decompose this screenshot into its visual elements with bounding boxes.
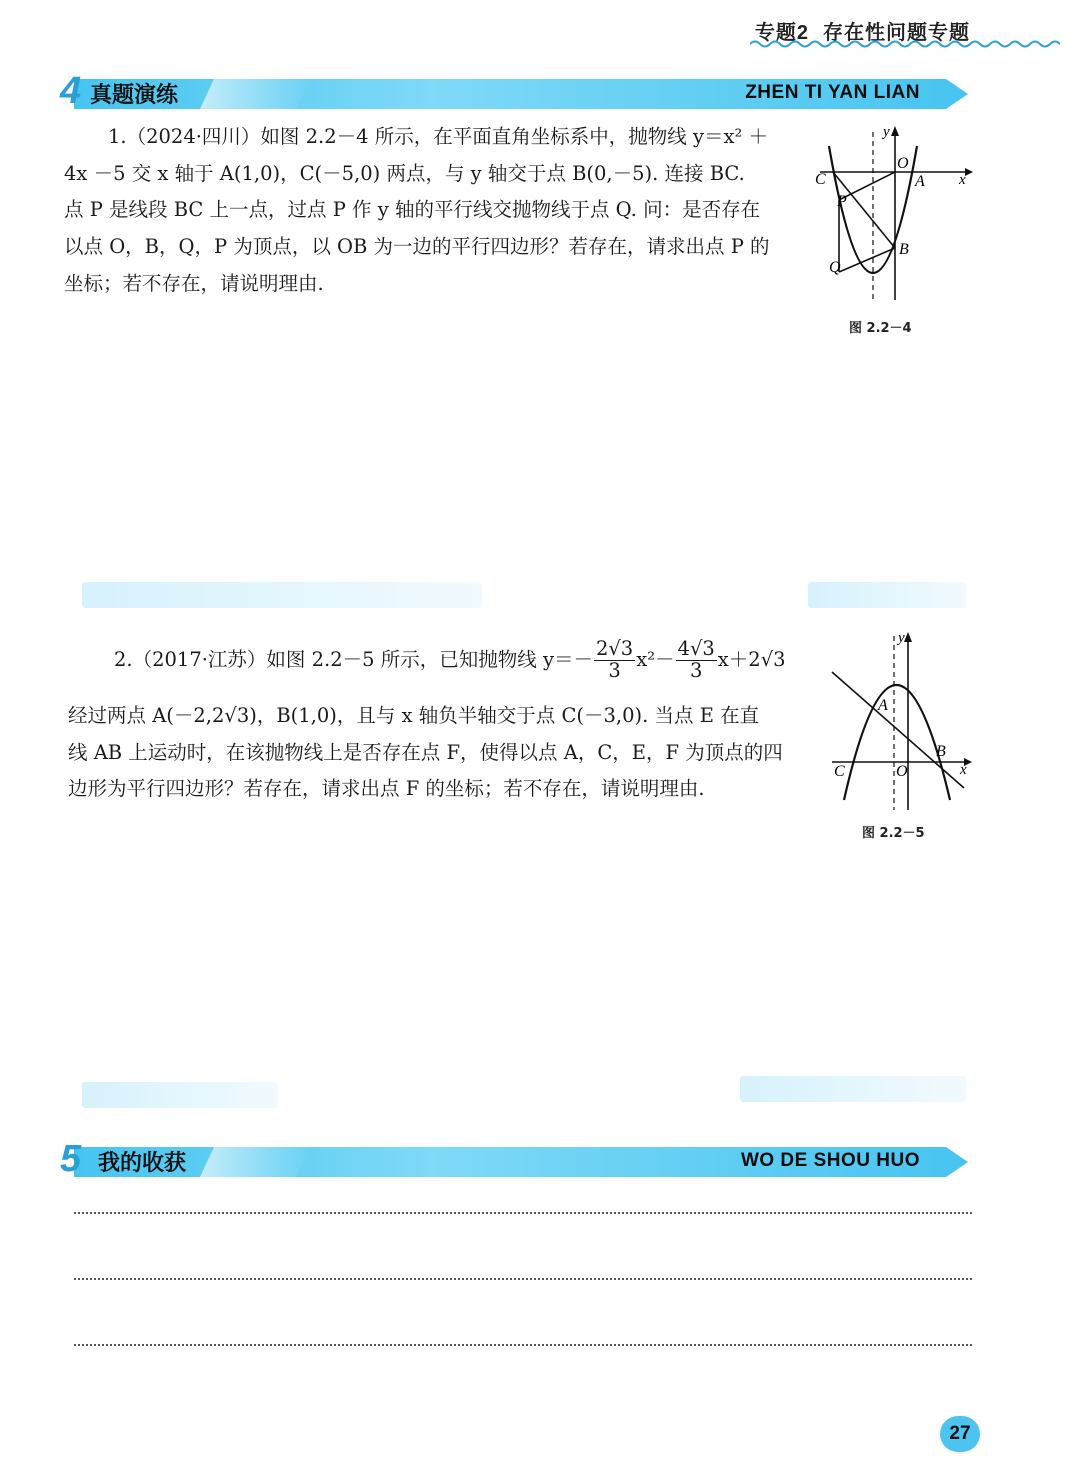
answer-area-strip bbox=[82, 1082, 278, 1108]
label-b: B bbox=[936, 743, 946, 760]
writing-line[interactable] bbox=[74, 1278, 972, 1280]
label-x: x bbox=[959, 172, 966, 188]
section-4-pinyin: ZHEN TI YAN LIAN bbox=[745, 82, 920, 103]
fraction-1 bbox=[594, 639, 635, 681]
topic-title: 存在性问题专题 bbox=[823, 22, 970, 44]
problem-1-line: 坐标；若不存在，请说明理由. bbox=[64, 272, 324, 295]
answer-area-strip bbox=[740, 1076, 966, 1102]
label-c: C bbox=[815, 171, 826, 188]
label-o: O bbox=[897, 155, 909, 172]
problem-1-line: 点 P 是线段 BC 上一点，过点 P 作 y 轴的平行线交抛物线于点 Q. 问：是否存在 bbox=[64, 198, 761, 221]
figure-2-2-4-caption: 图 2.2－4 bbox=[849, 321, 912, 336]
problem-1-line: 1.（2024·四川）如图 2.2－4 所示，在平面直角坐标系中，抛物线 y＝x² ＋ bbox=[108, 125, 768, 148]
page-number: 27 bbox=[940, 1416, 980, 1452]
banner-highlight bbox=[200, 1147, 310, 1177]
writing-line[interactable] bbox=[74, 1344, 972, 1346]
y-axis-arrow bbox=[904, 632, 912, 642]
label-p: P bbox=[837, 193, 847, 210]
problem-2-prefix: 2.（2017·江苏）如图 2.2－5 所示，已知抛物线 y＝－ bbox=[114, 648, 593, 671]
problem-1-line: 以点 O，B，Q，P 为顶点，以 OB 为一边的平行四边形？若存在，请求出点 P 的 bbox=[64, 235, 770, 258]
section-4-title: 真题演练 bbox=[90, 83, 179, 108]
fraction-1-denominator: 3 bbox=[608, 658, 621, 682]
section-5-pinyin: WO DE SHOU HUO bbox=[740, 1150, 920, 1171]
section-4-number: 4 bbox=[60, 70, 82, 112]
parabola bbox=[844, 685, 950, 800]
fraction-2 bbox=[676, 639, 717, 681]
label-a: A bbox=[878, 697, 888, 714]
label-o: O bbox=[896, 763, 908, 780]
problem-2-line: 线 AB 上运动时，在该抛物线上是否存在点 F，使得以点 A，C，E，F 为顶点的四 bbox=[68, 741, 783, 764]
fraction-1-numerator: 2√3 bbox=[595, 637, 634, 661]
problem-2-line: 边形为平行四边形？若存在，请求出点 F 的坐标；若不存在，请说明理由. bbox=[68, 777, 705, 800]
problem-2-middle: x²－ bbox=[636, 648, 675, 671]
label-x: x bbox=[960, 762, 967, 778]
problem-1-line: 4x －5 交 x 轴于 A(1,0)，C(－5,0) 两点，与 y 轴交于点 B(0,－5). 连接 BC. bbox=[64, 162, 745, 185]
label-y: y bbox=[883, 124, 890, 140]
label-c: C bbox=[834, 763, 845, 780]
fraction-2-denominator: 3 bbox=[689, 658, 703, 682]
label-q: Q bbox=[829, 259, 841, 276]
figure-2-2-5 bbox=[828, 628, 978, 810]
section-5-title: 我的收获 bbox=[98, 1151, 187, 1176]
section-5-banner bbox=[60, 1138, 968, 1180]
problem-2-suffix: x＋2√3 bbox=[717, 648, 786, 671]
label-b: B bbox=[899, 241, 909, 258]
figure-2-2-5-caption: 图 2.2－5 bbox=[862, 826, 925, 841]
fraction-2-numerator: 4√3 bbox=[677, 637, 715, 661]
writing-line[interactable] bbox=[74, 1212, 972, 1214]
topic-number: 专题2 bbox=[754, 22, 809, 44]
label-y: y bbox=[898, 630, 905, 646]
problem-2-first-line bbox=[114, 630, 786, 690]
problem-2-line: 经过两点 A(－2,2√3)，B(1,0)，且与 x 轴负半轴交于点 C(－3,0). 当点 E 在直 bbox=[68, 704, 760, 727]
label-a: A bbox=[915, 173, 925, 190]
section-5-number: 5 bbox=[60, 1138, 82, 1180]
